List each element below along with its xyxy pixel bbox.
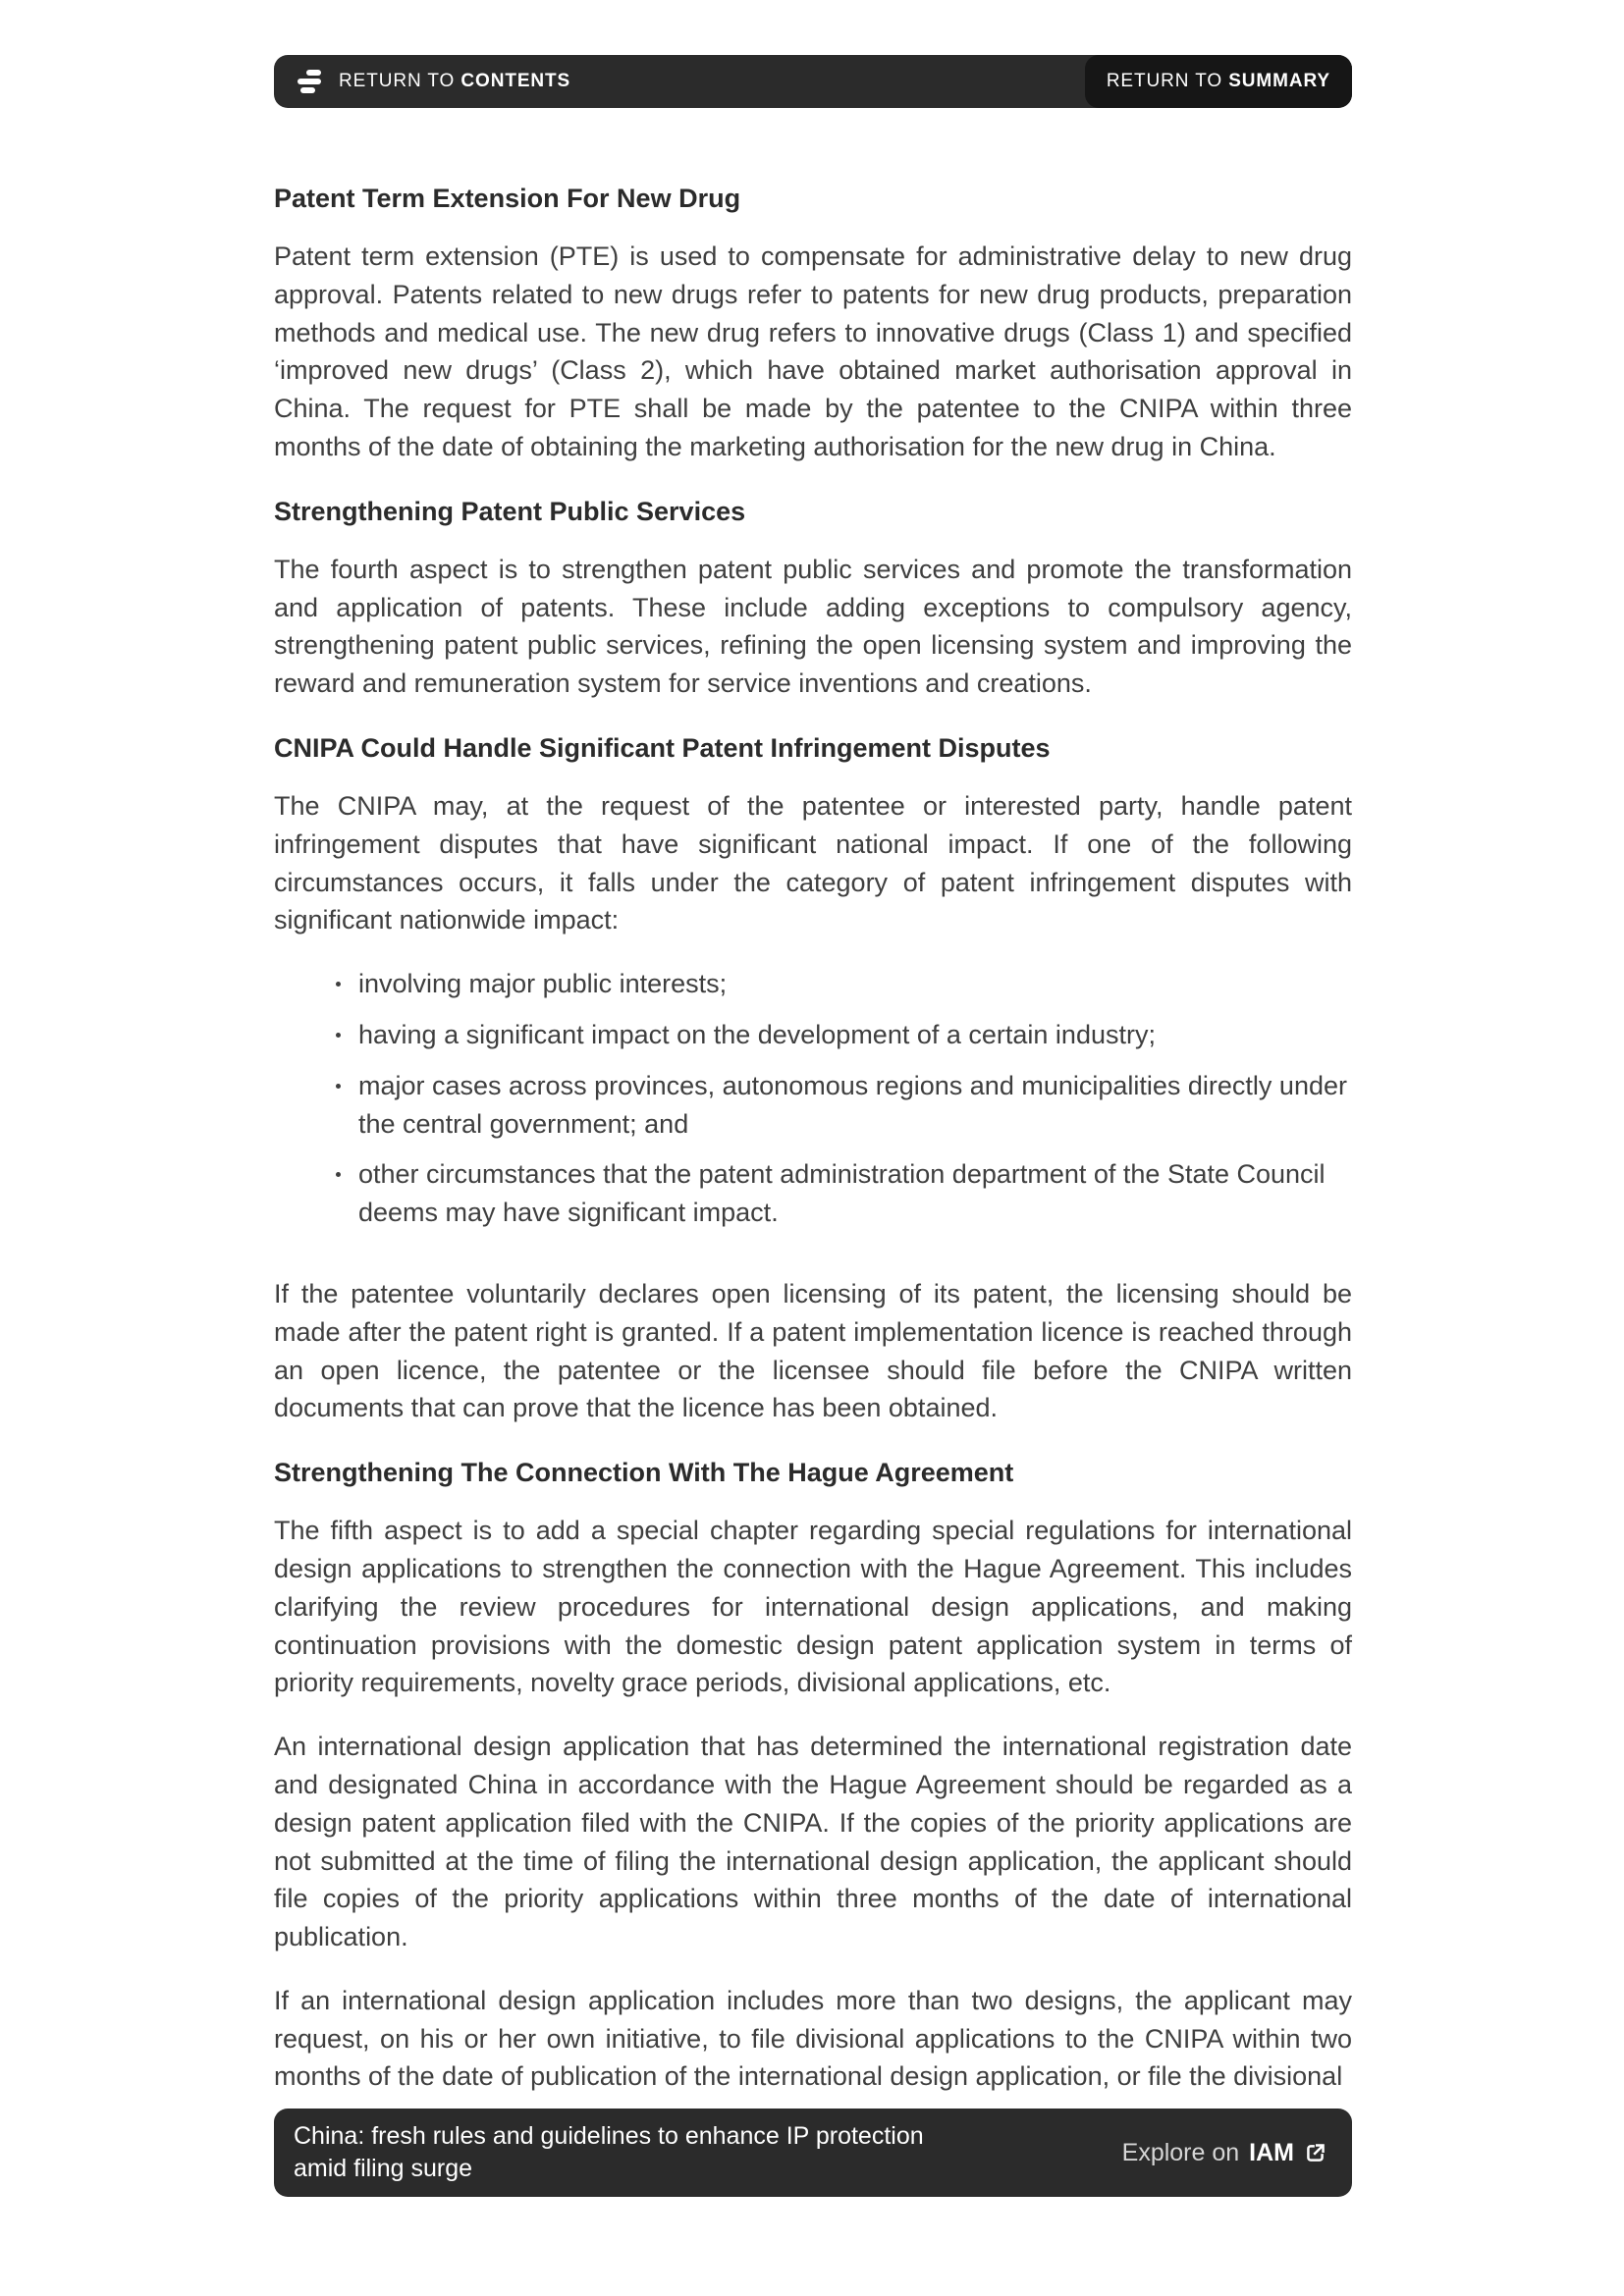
bullet-dot <box>336 982 341 987</box>
contents-menu-icon <box>295 68 324 95</box>
impact-criteria-list <box>274 965 1352 1232</box>
section-heading-pte: Patent Term Extension For New Drug <box>274 184 741 213</box>
return-to-contents-bold: CONTENTS <box>460 71 571 91</box>
paragraph-public-services: The fourth aspect is to strengthen patent public services and promote the transformation and application of patents. These include adding exceptions to compulsory agency, strengthening patent public services, refining the open licensing system and improving the reward and remuneration system for service inventions and creations. <box>274 554 1352 699</box>
bullet-dot <box>336 1033 341 1038</box>
iam-brand-label: IAM <box>1249 2138 1294 2166</box>
return-to-contents-prefix: RETURN TO <box>339 71 461 91</box>
list-item-text: involving major public interests; <box>358 969 728 999</box>
paragraph-infringement-intro: The CNIPA may, at the request of the patentee or interested party, handle patent infringement disputes that have significant national impact. If one of the following circumstances occurs, it falls under the category of patent infringement disputes with significant nationwide impact: <box>274 790 1352 935</box>
bottom-bar <box>274 2109 1352 2197</box>
return-to-summary-link[interactable] <box>1085 55 1352 108</box>
return-to-summary-label <box>1107 71 1330 92</box>
paragraph-hague-3: If an international design application includes more than two designs, the applicant may request, on his or her own initiative, to file divisional applications to the CNIPA within two months of the date of publication of the international design application, or file the divisional <box>274 1985 1352 2092</box>
list-item-other-circumstances <box>336 1155 1352 1232</box>
explore-on-iam-link[interactable] <box>1122 2139 1326 2167</box>
list-item-major-cases <box>336 1067 1352 1144</box>
list-item-text: other circumstances that the patent administration department of the State Council deems may have significant impact. <box>358 1159 1326 1228</box>
paragraph-open-licensing: If the patentee voluntarily declares open licensing of its patent, the licensing should be made after the patent right is granted. If a patent implementation licence is reached through an open licence, the patentee or the licensee should file before the CNIPA written documents that can prove that the licence has been obtained. <box>274 1278 1352 1423</box>
article-body <box>274 183 1352 2121</box>
list-item-industry-impact <box>336 1016 1352 1054</box>
bullet-dot <box>336 1084 341 1089</box>
list-item-public-interests <box>336 965 1352 1003</box>
section-heading-hague-agreement: Strengthening The Connection With The Hague Agreement <box>274 1458 1014 1488</box>
top-nav-bar <box>274 55 1352 108</box>
bullet-dot <box>336 1172 341 1177</box>
paragraph-pte: Patent term extension (PTE) is used to compensate for administrative delay to new drug approval. Patents related to new drugs refer to patents for new drug products, preparation methods and medical use. The new drug refers to innovative drugs (Class 1) and specified ‘improved new drugs’ (Class 2), which have obtained market authorisation approval in China. The request for PTE shall be made by the patentee to the CNIPA within three months of the date of obtaining the marketing authorisation for the new drug in China. <box>274 241 1352 461</box>
paragraph-hague-2: An international design application that has determined the international registration date and designated China in accordance with the Hague Agreement should be regarded as a design patent application filed with the CNIPA. If the copies of the priority applications are not submitted at the time of filing the international design application, the applicant should file copies of the priority applications within three months of the date of international publication. <box>274 1732 1352 1952</box>
list-item-text: major cases across provinces, autonomous regions and municipalities directly under the central government; and <box>358 1070 1347 1139</box>
paragraph-hague-1: The fifth aspect is to add a special chapter regarding special regulations for international design applications to strengthen the connection with the Hague Agreement. This includes clarifying the review procedures for international design applications, and making continuation provisions with the domestic design patent application system in terms of priority requirements, novelty grace periods, divisional applications, etc. <box>274 1516 1352 1698</box>
section-heading-infringement-disputes: CNIPA Could Handle Significant Patent Infringement Disputes <box>274 732 1051 763</box>
return-to-contents-label <box>339 71 570 92</box>
article-title-line-1: China: fresh rules and guidelines to enhance IP protection <box>294 2122 924 2150</box>
external-link-icon <box>1304 2142 1326 2164</box>
article-title-line-2: amid filing surge <box>294 2155 473 2182</box>
section-heading-public-services: Strengthening Patent Public Services <box>274 496 746 526</box>
return-to-summary-prefix: RETURN TO <box>1106 71 1229 91</box>
list-item-text: having a significant impact on the development of a certain industry; <box>358 1019 1156 1049</box>
return-to-summary-bold: SUMMARY <box>1228 71 1330 91</box>
return-to-contents-link[interactable] <box>274 55 570 108</box>
explore-on-label: Explore on <box>1121 2138 1240 2166</box>
article-title <box>294 2120 924 2185</box>
